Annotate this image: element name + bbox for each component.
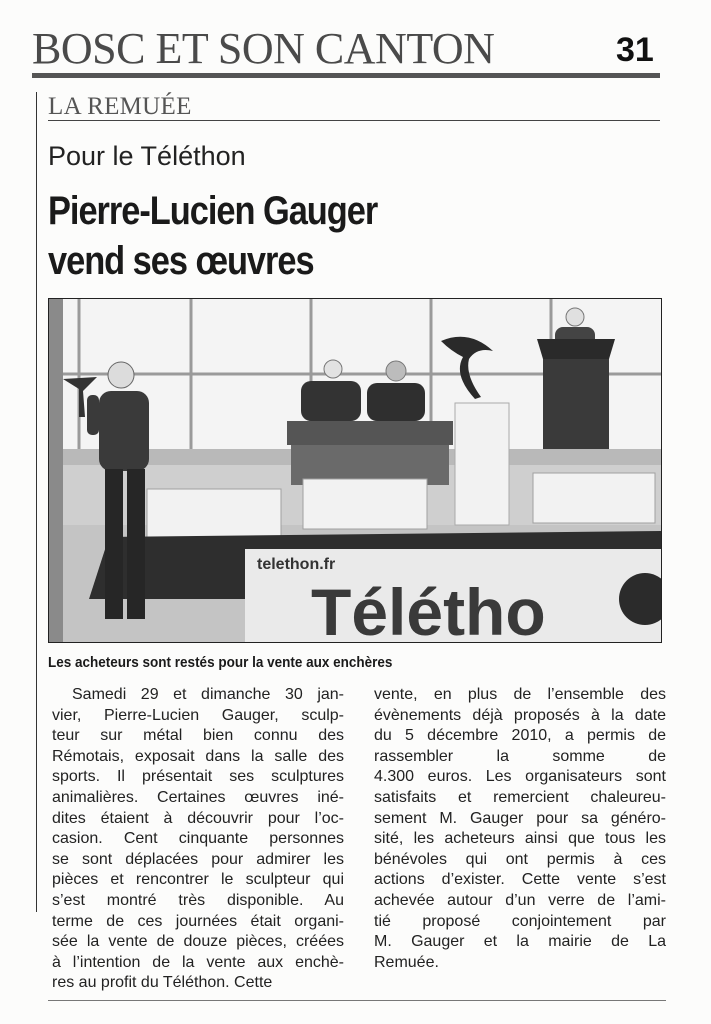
text-line: terme de ces journées était organi- — [52, 912, 344, 930]
bottom-rule — [48, 1000, 666, 1001]
text-line: évènements déjà proposés à la date — [374, 706, 666, 724]
text-line: rassembler la somme de — [374, 747, 666, 765]
text-line: sée la vente de douze pièces, créées — [52, 933, 344, 951]
text-line: res au profit du Téléthon. Cette — [52, 974, 273, 992]
text-line: sité, les acheteurs ainsi que tous les — [374, 830, 666, 848]
article-headline — [48, 186, 564, 286]
text-line: M. Gauger et la mairie de La — [374, 933, 666, 951]
headline-line-2: vend ses œuvres — [48, 239, 314, 283]
text-line: Rémotais, exposait dans la salle des — [52, 747, 344, 765]
page-number: 31 — [616, 31, 654, 69]
text-line: tié proposé conjointement par — [374, 912, 666, 930]
text-line: vier, Pierre-Lucien Gauger, sculp- — [52, 706, 344, 724]
headline-line-1: Pierre-Lucien Gauger — [48, 189, 378, 233]
article-photo — [48, 298, 662, 643]
article-kicker: Pour le Téléthon — [48, 141, 246, 171]
photo-caption: Les acheteurs sont restés pour la vente aux enchères — [48, 654, 393, 671]
text-line: achevée autour d’un verre de l’ami- — [374, 891, 666, 909]
photo-illustration — [49, 299, 661, 642]
text-line: casion. Cent cinquante personnes — [52, 830, 344, 848]
left-column-rule — [36, 92, 37, 912]
text-line: satisfaits et remercient chaleureu- — [374, 788, 666, 806]
text-line: du 5 décembre 2010, a permis de — [374, 727, 666, 745]
text-line: se sont déplacées pour admirer les — [52, 850, 344, 868]
text-line: 4.300 euros. Les organisateurs sont — [374, 768, 666, 786]
text-line: sement M. Gauger pour sa généro- — [374, 809, 666, 827]
text-line: teur sur métal bien connu des — [52, 727, 344, 745]
text-line: s’est montré très disponible. Au — [52, 891, 344, 909]
section-title: BOSC ET SON CANTON — [32, 24, 495, 73]
text-line: dites étaient à découvrir pour l’oc- — [52, 809, 344, 827]
text-line: bénévoles qui ont permis à ces — [374, 850, 666, 868]
text-line: Samedi 29 et dimanche 30 jan- — [72, 686, 344, 703]
subsection-rule — [48, 120, 660, 121]
text-line: actions d’exister. Cette vente s’est — [374, 871, 666, 889]
article-column-2 — [374, 685, 666, 973]
text-line: Remuée. — [374, 953, 439, 971]
banner-small-text: telethon.fr — [257, 556, 336, 573]
header-rule — [32, 73, 660, 78]
article-column-1 — [52, 685, 344, 994]
text-line: à l’intention de la vente aux enchè- — [52, 953, 344, 971]
text-line: pièces et rencontrer le sculpteur qui — [52, 871, 344, 889]
banner-big-text: Télétho — [311, 575, 546, 642]
text-line: animalières. Certaines œuvres iné- — [52, 788, 344, 806]
text-line: vente, en plus de l’ensemble des — [374, 686, 666, 703]
subsection-title: LA REMUÉE — [48, 93, 192, 120]
text-line: sports. Il présentait ses sculptures — [52, 768, 344, 786]
